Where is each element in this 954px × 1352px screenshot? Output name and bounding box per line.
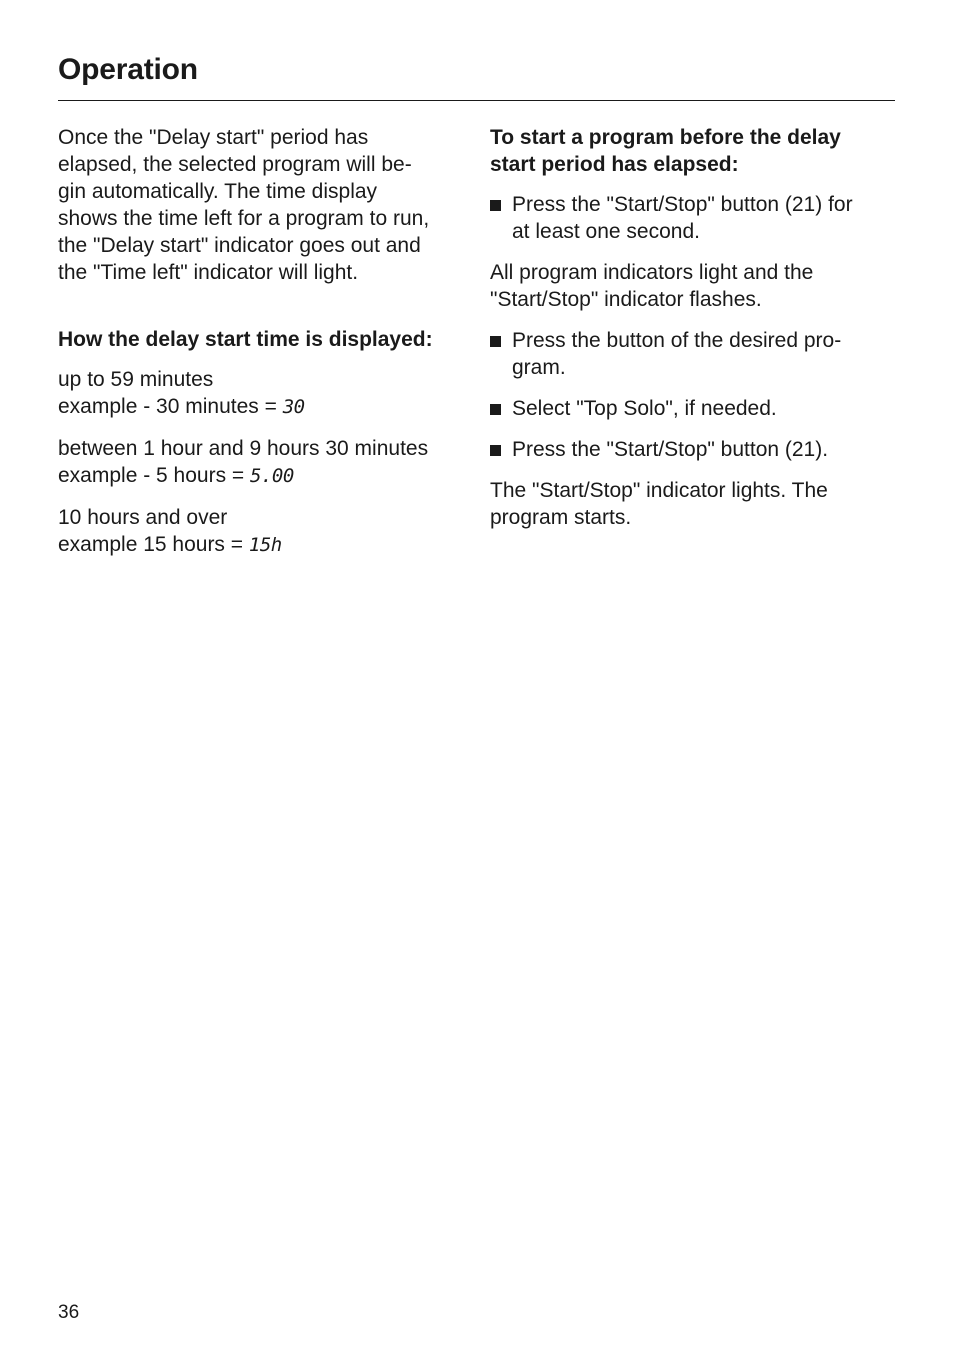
example-label: 10 hours and over	[58, 506, 228, 529]
start-early-heading	[490, 124, 890, 178]
bullet-line: at least one second.	[512, 220, 700, 243]
bullet-line: Select "Top Solo", if needed.	[512, 397, 777, 420]
bullet-item	[490, 191, 890, 245]
page-number: 36	[58, 1302, 80, 1323]
bullet-item	[490, 395, 890, 422]
right-column	[490, 124, 890, 545]
heading-line: To start a program before the delay	[490, 126, 841, 149]
example-label: up to 59 minutes	[58, 368, 214, 391]
left-column	[58, 124, 470, 573]
square-bullet-icon	[490, 200, 501, 211]
display-readout: 30	[282, 396, 305, 418]
square-bullet-icon	[490, 404, 501, 415]
intro-line: shows the time left for a program to run,	[58, 207, 430, 230]
bullet-line: Press the button of the desired pro-	[512, 329, 842, 352]
example-label: between 1 hour and 9 hours 30 minutes	[58, 437, 429, 460]
intro-line: gin automatically. The time display	[58, 180, 378, 203]
title-divider	[58, 100, 895, 101]
intro-line: the "Time left" indicator will light.	[58, 261, 359, 284]
heading-line: start period has elapsed:	[490, 153, 739, 176]
page-title: Operation	[58, 53, 198, 86]
intro-paragraph	[58, 124, 470, 286]
para-line: The "Start/Stop" indicator lights. The	[490, 479, 828, 502]
bullet-line: Press the "Start/Stop" button (21) for	[512, 193, 853, 216]
square-bullet-icon	[490, 445, 501, 456]
para-line: "Start/Stop" indicator flashes.	[490, 288, 762, 311]
intro-line: Once the "Delay start" period has	[58, 126, 369, 149]
delay-display-heading: How the delay start time is displayed:	[58, 328, 433, 351]
example-over-ten-hours	[58, 504, 470, 559]
intro-line: the "Delay start" indicator goes out and	[58, 234, 421, 257]
bullet-line: Press the "Start/Stop" button (21).	[512, 438, 829, 461]
example-text: example - 30 minutes =	[58, 395, 283, 418]
display-readout: 5.00	[250, 465, 294, 487]
example-hours	[58, 435, 470, 490]
indicator-paragraph	[490, 259, 890, 313]
bullet-item	[490, 327, 890, 381]
para-line: All program indicators light and the	[490, 261, 814, 284]
bullet-line: gram.	[512, 356, 566, 379]
example-minutes	[58, 366, 470, 421]
para-line: program starts.	[490, 506, 632, 529]
bullet-item	[490, 436, 890, 463]
example-text: example 15 hours =	[58, 533, 249, 556]
program-starts-paragraph	[490, 477, 890, 531]
intro-line: elapsed, the selected program will be-	[58, 153, 412, 176]
example-text: example - 5 hours =	[58, 464, 251, 487]
display-readout: 15h	[248, 534, 282, 556]
square-bullet-icon	[490, 336, 501, 347]
